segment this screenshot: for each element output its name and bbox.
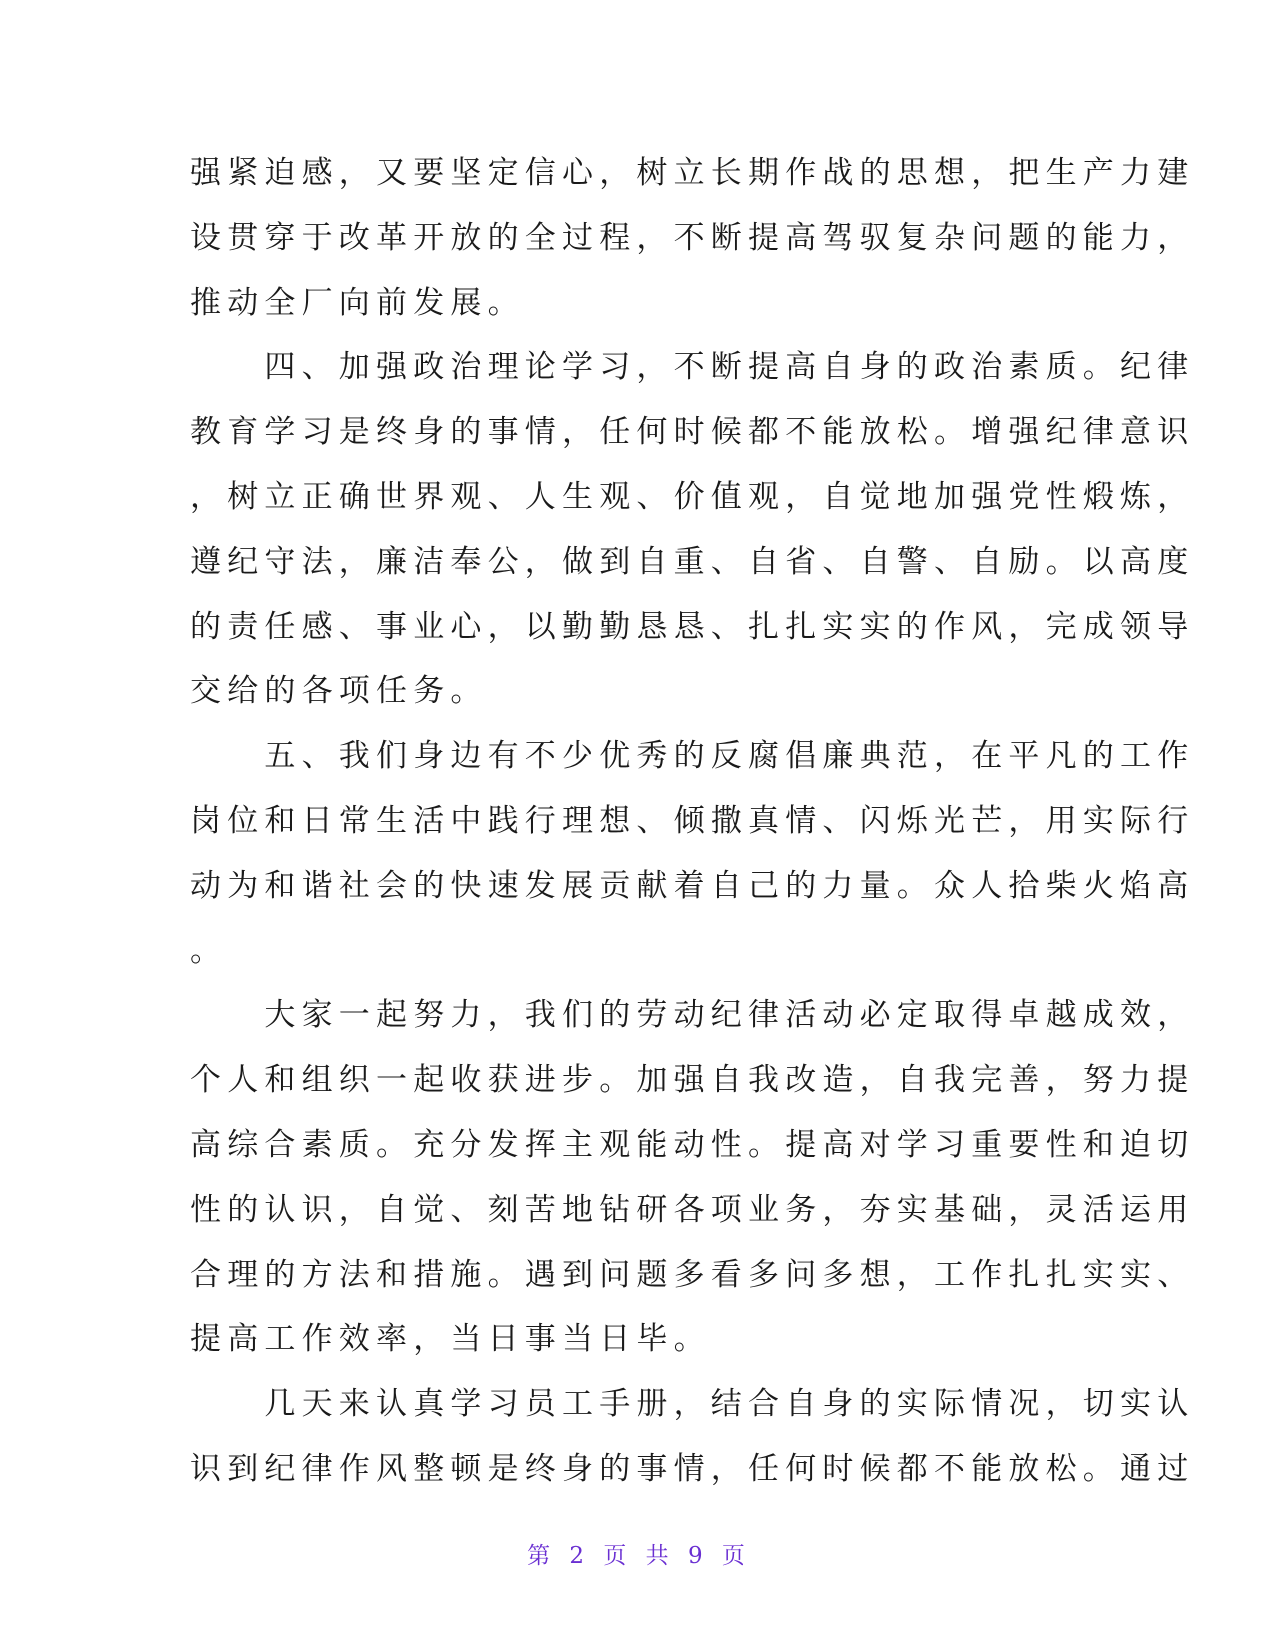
text-line: 大家一起努力，我们的劳动纪律活动必定取得卓越成效， — [190, 997, 1195, 1034]
text-line: 推动全厂向前发展。 — [190, 284, 525, 321]
text-line: 高综合素质。充分发挥主观能动性。提高对学习重要性和迫切 — [190, 1126, 1195, 1163]
text-line: 遵纪守法，廉洁奉公，做到自重、自省、自警、自励。以高度 — [190, 543, 1195, 580]
text-line: 动为和谐社会的快速发展贡献着自己的力量。众人拾柴火焰高 — [190, 867, 1195, 904]
text-line: 提高工作效率，当日事当日毕。 — [190, 1321, 711, 1358]
text-line: 个人和组织一起收获进步。加强自我改造，自我完善，努力提 — [190, 1062, 1195, 1099]
body-text — [190, 141, 1195, 1502]
text-line: 强紧迫感，又要坚定信心，树立长期作战的思想，把生产力建 — [190, 155, 1195, 191]
text-line: 的责任感、事业心，以勤勤恳恳、扎扎实实的作风，完成领导 — [190, 608, 1195, 645]
page-number-footer: 第 2 页 共 9 页 — [527, 1543, 748, 1569]
text-line: 岗位和日常生活中践行理想、倾撒真情、闪烁光芒，用实际行 — [190, 802, 1195, 839]
text-line: 识到纪律作风整顿是终身的事情，任何时候都不能放松。通过 — [190, 1450, 1195, 1487]
text-line: 。 — [190, 932, 228, 969]
text-line: 几天来认真学习员工手册，结合自身的实际情况，切实认 — [190, 1386, 1195, 1423]
text-line: 合理的方法和措施。遇到问题多看多问多想，工作扎扎实实、 — [190, 1256, 1195, 1293]
text-line: 设贯穿于改革开放的全过程，不断提高驾驭复杂问题的能力， — [190, 219, 1195, 256]
text-line: 四、加强政治理论学习，不断提高自身的政治素质。纪律 — [190, 349, 1195, 386]
text-line: 教育学习是终身的事情，任何时候都不能放松。增强纪律意识 — [190, 414, 1195, 451]
text-line: ，树立正确世界观、人生观、价值观，自觉地加强党性煅炼， — [190, 478, 1195, 515]
text-line: 五、我们身边有不少优秀的反腐倡廉典范，在平凡的工作 — [190, 738, 1195, 775]
text-line: 交给的各项任务。 — [190, 673, 488, 710]
text-line: 性的认识，自觉、刻苦地钻研各项业务，夯实基础，灵活运用 — [190, 1191, 1195, 1228]
